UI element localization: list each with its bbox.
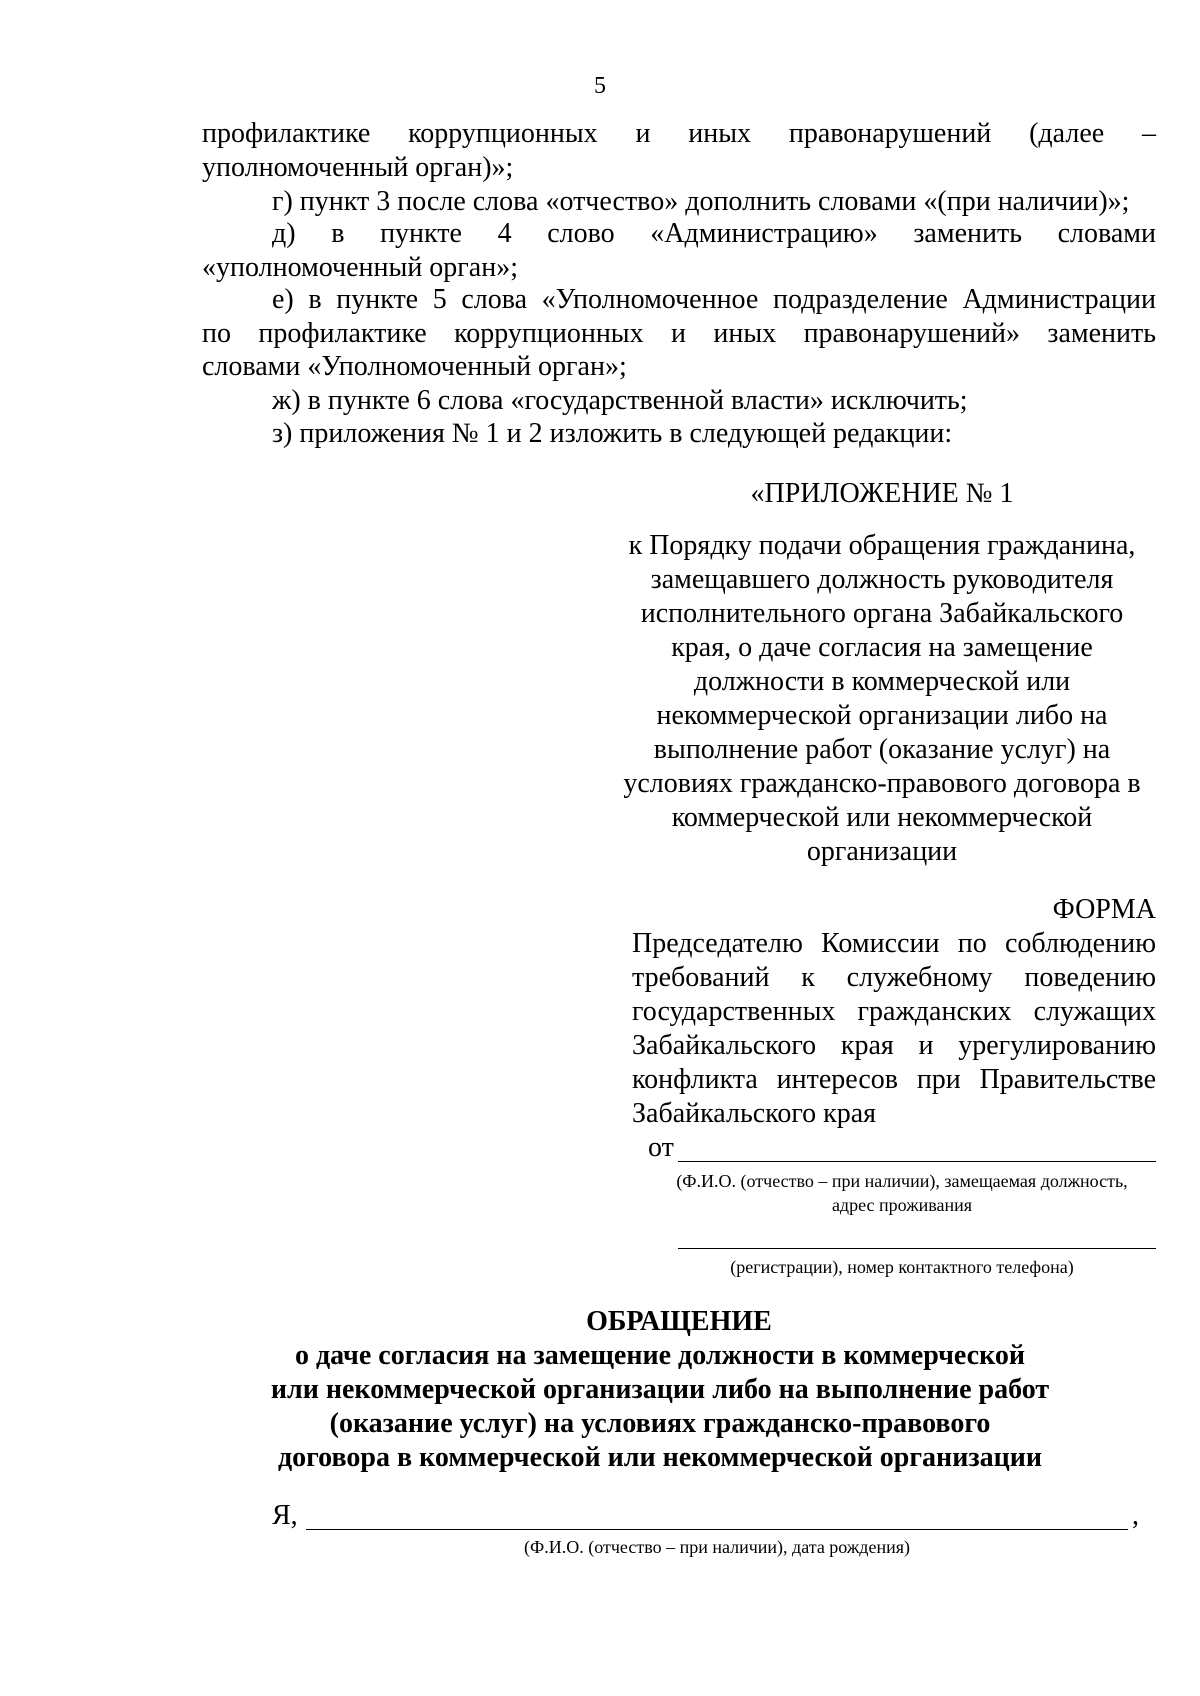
registration-caption: (регистрации), номер контактного телефона) xyxy=(730,1257,1074,1277)
appendix-description-line: коммерческой или некоммерческой xyxy=(671,802,1093,833)
name-caption: (Ф.И.О. (отчество – при наличии), дата рождения) xyxy=(524,1537,910,1557)
form-label: ФОРМА xyxy=(1052,894,1156,925)
addressee-line: Забайкальского края и урегулированию xyxy=(632,1030,1156,1061)
amendment-paragraph-line: профилактике коррупционных и иных правонарушений (далее – xyxy=(202,118,1156,149)
addressee-line: требований к служебному поведению xyxy=(632,962,1156,993)
addressee-line: конфликта интересов при Правительстве xyxy=(632,1064,1156,1095)
appeal-title: ОБРАЩЕНИЕ xyxy=(586,1306,772,1337)
amendment-paragraph-line: з) приложения № 1 и 2 изложить в следующей редакции: xyxy=(272,418,953,449)
appendix-title: «ПРИЛОЖЕНИЕ № 1 xyxy=(750,478,1014,509)
amendment-paragraph-line: г) пункт 3 после слова «отчество» дополнить словами «(при наличии)»; xyxy=(272,186,1130,217)
appendix-description-line: условиях гражданско-правового договора в xyxy=(623,768,1141,799)
addressee-line: Председателю Комиссии по соблюдению xyxy=(632,928,1156,959)
amendment-paragraph-line: уполномоченный орган)»; xyxy=(202,152,514,183)
from-underline xyxy=(678,1161,1156,1162)
appeal-subtitle-line: или некоммерческой организации либо на выполнение работ xyxy=(270,1374,1050,1405)
appendix-description-line: выполнение работ (оказание услуг) на xyxy=(653,734,1111,765)
appendix-description-line: исполнительного органа Забайкальского xyxy=(640,598,1124,629)
addressee-line: государственных гражданских служащих xyxy=(632,996,1156,1027)
addressee-line: Забайкальского края xyxy=(632,1098,877,1129)
amendment-paragraph-line: ж) в пункте 6 слова «государственной власти» исключить; xyxy=(272,385,968,416)
name-underline xyxy=(306,1529,1128,1530)
amendment-paragraph-line: е) в пункте 5 слова «Уполномоченное подразделение Администрации xyxy=(272,284,1156,315)
amendment-paragraph-line: по профилактике коррупционных и иных правонарушений» заменить xyxy=(202,318,1156,349)
appendix-description-line: к Порядку подачи обращения гражданина, xyxy=(628,530,1136,561)
appendix-description-line: замещавшего должность руководителя xyxy=(650,564,1114,595)
ya-label: Я, xyxy=(272,1500,298,1531)
appendix-description-line: организации xyxy=(806,836,958,867)
comma: , xyxy=(1132,1500,1139,1531)
appeal-subtitle-line: договора в коммерческой или некоммерческой организации xyxy=(278,1442,1042,1473)
appendix-description-line: края, о даче согласия на замещение xyxy=(671,632,1093,663)
amendment-paragraph-line: словами «Уполномоченный орган»; xyxy=(202,351,627,382)
page-number: 5 xyxy=(594,73,606,99)
amendment-paragraph-line: д) в пункте 4 слово «Администрацию» заменить словами xyxy=(272,218,1156,249)
amendment-paragraph-line: «уполномоченный орган»; xyxy=(202,252,518,283)
appendix-description-line: некоммерческой организации либо на xyxy=(656,700,1108,731)
registration-underline xyxy=(678,1248,1156,1249)
from-caption: (Ф.И.О. (отчество – при наличии), замещаемая должность, xyxy=(676,1171,1128,1191)
appendix-description-line: должности в коммерческой или xyxy=(693,666,1071,697)
appeal-subtitle-line: о даче согласия на замещение должности в коммерческой xyxy=(295,1340,1025,1371)
from-caption-line2: адрес проживания xyxy=(831,1195,973,1215)
appeal-subtitle-line: (оказание услуг) на условиях гражданско-правового xyxy=(329,1408,991,1439)
from-label: от xyxy=(648,1132,674,1163)
